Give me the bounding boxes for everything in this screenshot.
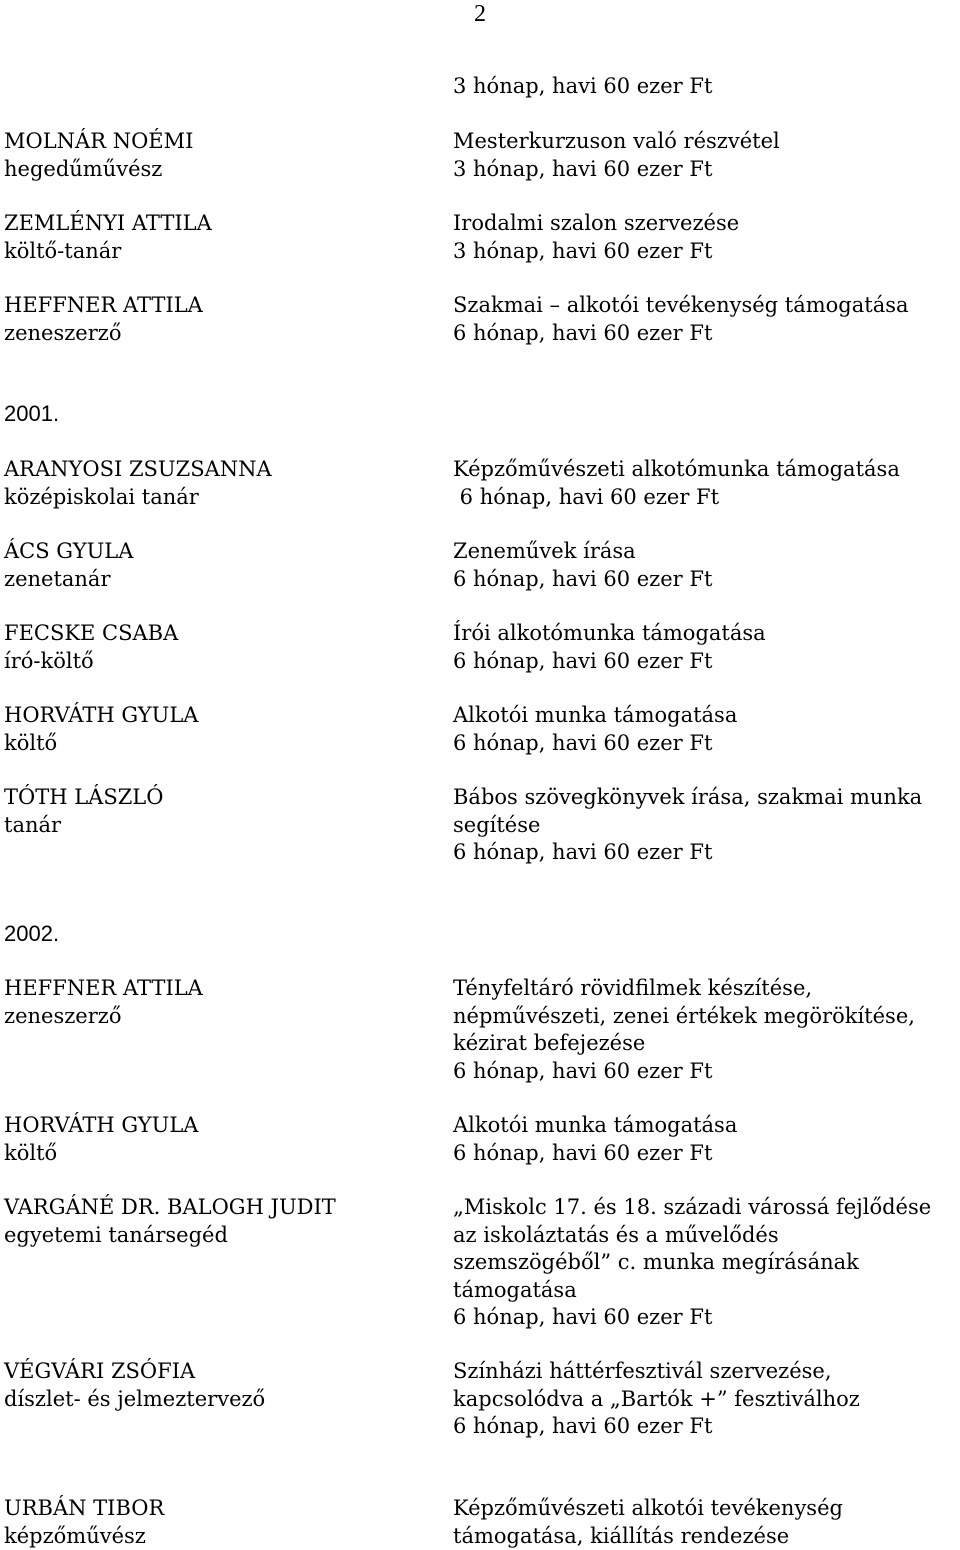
person-role: költő xyxy=(4,730,58,755)
grant-amount: 6 hónap, havi 60 ezer Ft xyxy=(453,1414,713,1438)
grant-purpose-cont: szemszögéből” c. munka megírásának xyxy=(453,1250,859,1274)
person-role: zenetanár xyxy=(4,566,111,591)
grant-purpose-cont: az iskoláztatás és a művelődés xyxy=(453,1222,779,1247)
person-name: ARANYOSI ZSUZSANNA xyxy=(4,457,272,481)
grant-amount: 3 hónap, havi 60 ezer Ft xyxy=(453,238,713,263)
person-name: ÁCS GYULA xyxy=(4,539,134,563)
person-name: URBÁN TIBOR xyxy=(4,1496,165,1520)
person-role: zeneszerző xyxy=(4,320,122,345)
person-name: VÉGVÁRI ZSÓFIA xyxy=(4,1359,196,1383)
grant-purpose-cont: kapcsolódva a „Bartók +” fesztiválhoz xyxy=(453,1386,860,1411)
grant-purpose: Mesterkurzuson való részvétel xyxy=(453,129,780,153)
year-heading-2002: 2002. xyxy=(4,921,60,946)
person-name: VARGÁNÉ DR. BALOGH JUDIT xyxy=(4,1195,336,1219)
grant-amount: 6 hónap, havi 60 ezer Ft xyxy=(453,320,713,345)
person-role: költő xyxy=(4,1140,58,1165)
person-role: képzőművész xyxy=(4,1523,146,1548)
grant-amount: 6 hónap, havi 60 ezer Ft xyxy=(453,648,713,673)
grant-amount: 6 hónap, havi 60 ezer Ft xyxy=(453,1140,713,1165)
grant-purpose-cont: népművészeti, zenei értékek megörökítése, xyxy=(453,1003,915,1028)
person-name: HORVÁTH GYULA xyxy=(4,703,199,727)
grant-purpose: Színházi háttérfesztivál szervezése, xyxy=(453,1359,832,1383)
person-role: író-költő xyxy=(4,648,94,673)
grant-purpose: Képzőművészeti alkotómunka támogatása xyxy=(453,457,900,481)
person-role: tanár xyxy=(4,812,62,837)
grant-amount: 6 hónap, havi 60 ezer Ft xyxy=(453,484,720,509)
grant-purpose: Képzőművészeti alkotói tevékenység xyxy=(453,1496,843,1520)
grant-purpose-cont: kézirat befejezése xyxy=(453,1031,646,1055)
person-role: egyetemi tanársegéd xyxy=(4,1222,228,1247)
person-name: ZEMLÉNYI ATTILA xyxy=(4,211,212,235)
grant-purpose-cont: segítése xyxy=(453,812,541,837)
grant-amount: 3 hónap, havi 60 ezer Ft xyxy=(453,156,713,181)
grant-amount: 6 hónap, havi 60 ezer Ft xyxy=(453,840,713,864)
person-name: TÓTH LÁSZLÓ xyxy=(4,785,164,809)
person-name: HEFFNER ATTILA xyxy=(4,293,203,317)
grant-purpose: Irodalmi szalon szervezése xyxy=(453,211,740,235)
person-role: díszlet- és jelmeztervező xyxy=(4,1386,266,1411)
grant-amount: 6 hónap, havi 60 ezer Ft xyxy=(453,1305,713,1329)
grant-purpose: Tényfeltáró rövidfilmek készítése, xyxy=(453,976,813,1000)
grant-purpose: Alkotói munka támogatása xyxy=(453,703,738,727)
person-role: zeneszerző xyxy=(4,1003,122,1028)
grant-purpose-cont: támogatása xyxy=(453,1277,577,1302)
grant-purpose: „Miskolc 17. és 18. századi várossá fejlődése xyxy=(453,1195,932,1219)
grant-amount: 6 hónap, havi 60 ezer Ft xyxy=(453,566,713,591)
grant-purpose: Zeneművek írása xyxy=(453,539,636,563)
person-role: hegedűművész xyxy=(4,156,163,181)
person-name: FECSKE CSABA xyxy=(4,621,179,645)
person-role: középiskolai tanár xyxy=(4,484,199,509)
grant-purpose: Bábos szövegkönyvek írása, szakmai munka xyxy=(453,785,923,809)
grant-purpose: Alkotói munka támogatása xyxy=(453,1113,738,1137)
page-number: 2 xyxy=(474,1,486,27)
person-name: HEFFNER ATTILA xyxy=(4,976,203,1000)
person-role: költő-tanár xyxy=(4,238,122,263)
person-name: MOLNÁR NOÉMI xyxy=(4,129,194,153)
grant-amount: 6 hónap, havi 60 ezer Ft xyxy=(453,1058,713,1083)
grant-purpose: Szakmai – alkotói tevékenység támogatása xyxy=(453,293,909,317)
person-name: HORVÁTH GYULA xyxy=(4,1113,199,1137)
grant-purpose-cont: támogatása, kiállítás rendezése xyxy=(453,1523,790,1548)
carryover-amount xyxy=(453,73,958,101)
year-heading-2001: 2001. xyxy=(4,401,60,426)
grant-amount: 6 hónap, havi 60 ezer Ft xyxy=(453,730,713,755)
amount-line: 3 hónap, havi 60 ezer Ft xyxy=(453,74,713,98)
grant-purpose: Írói alkotómunka támogatása xyxy=(453,621,766,645)
